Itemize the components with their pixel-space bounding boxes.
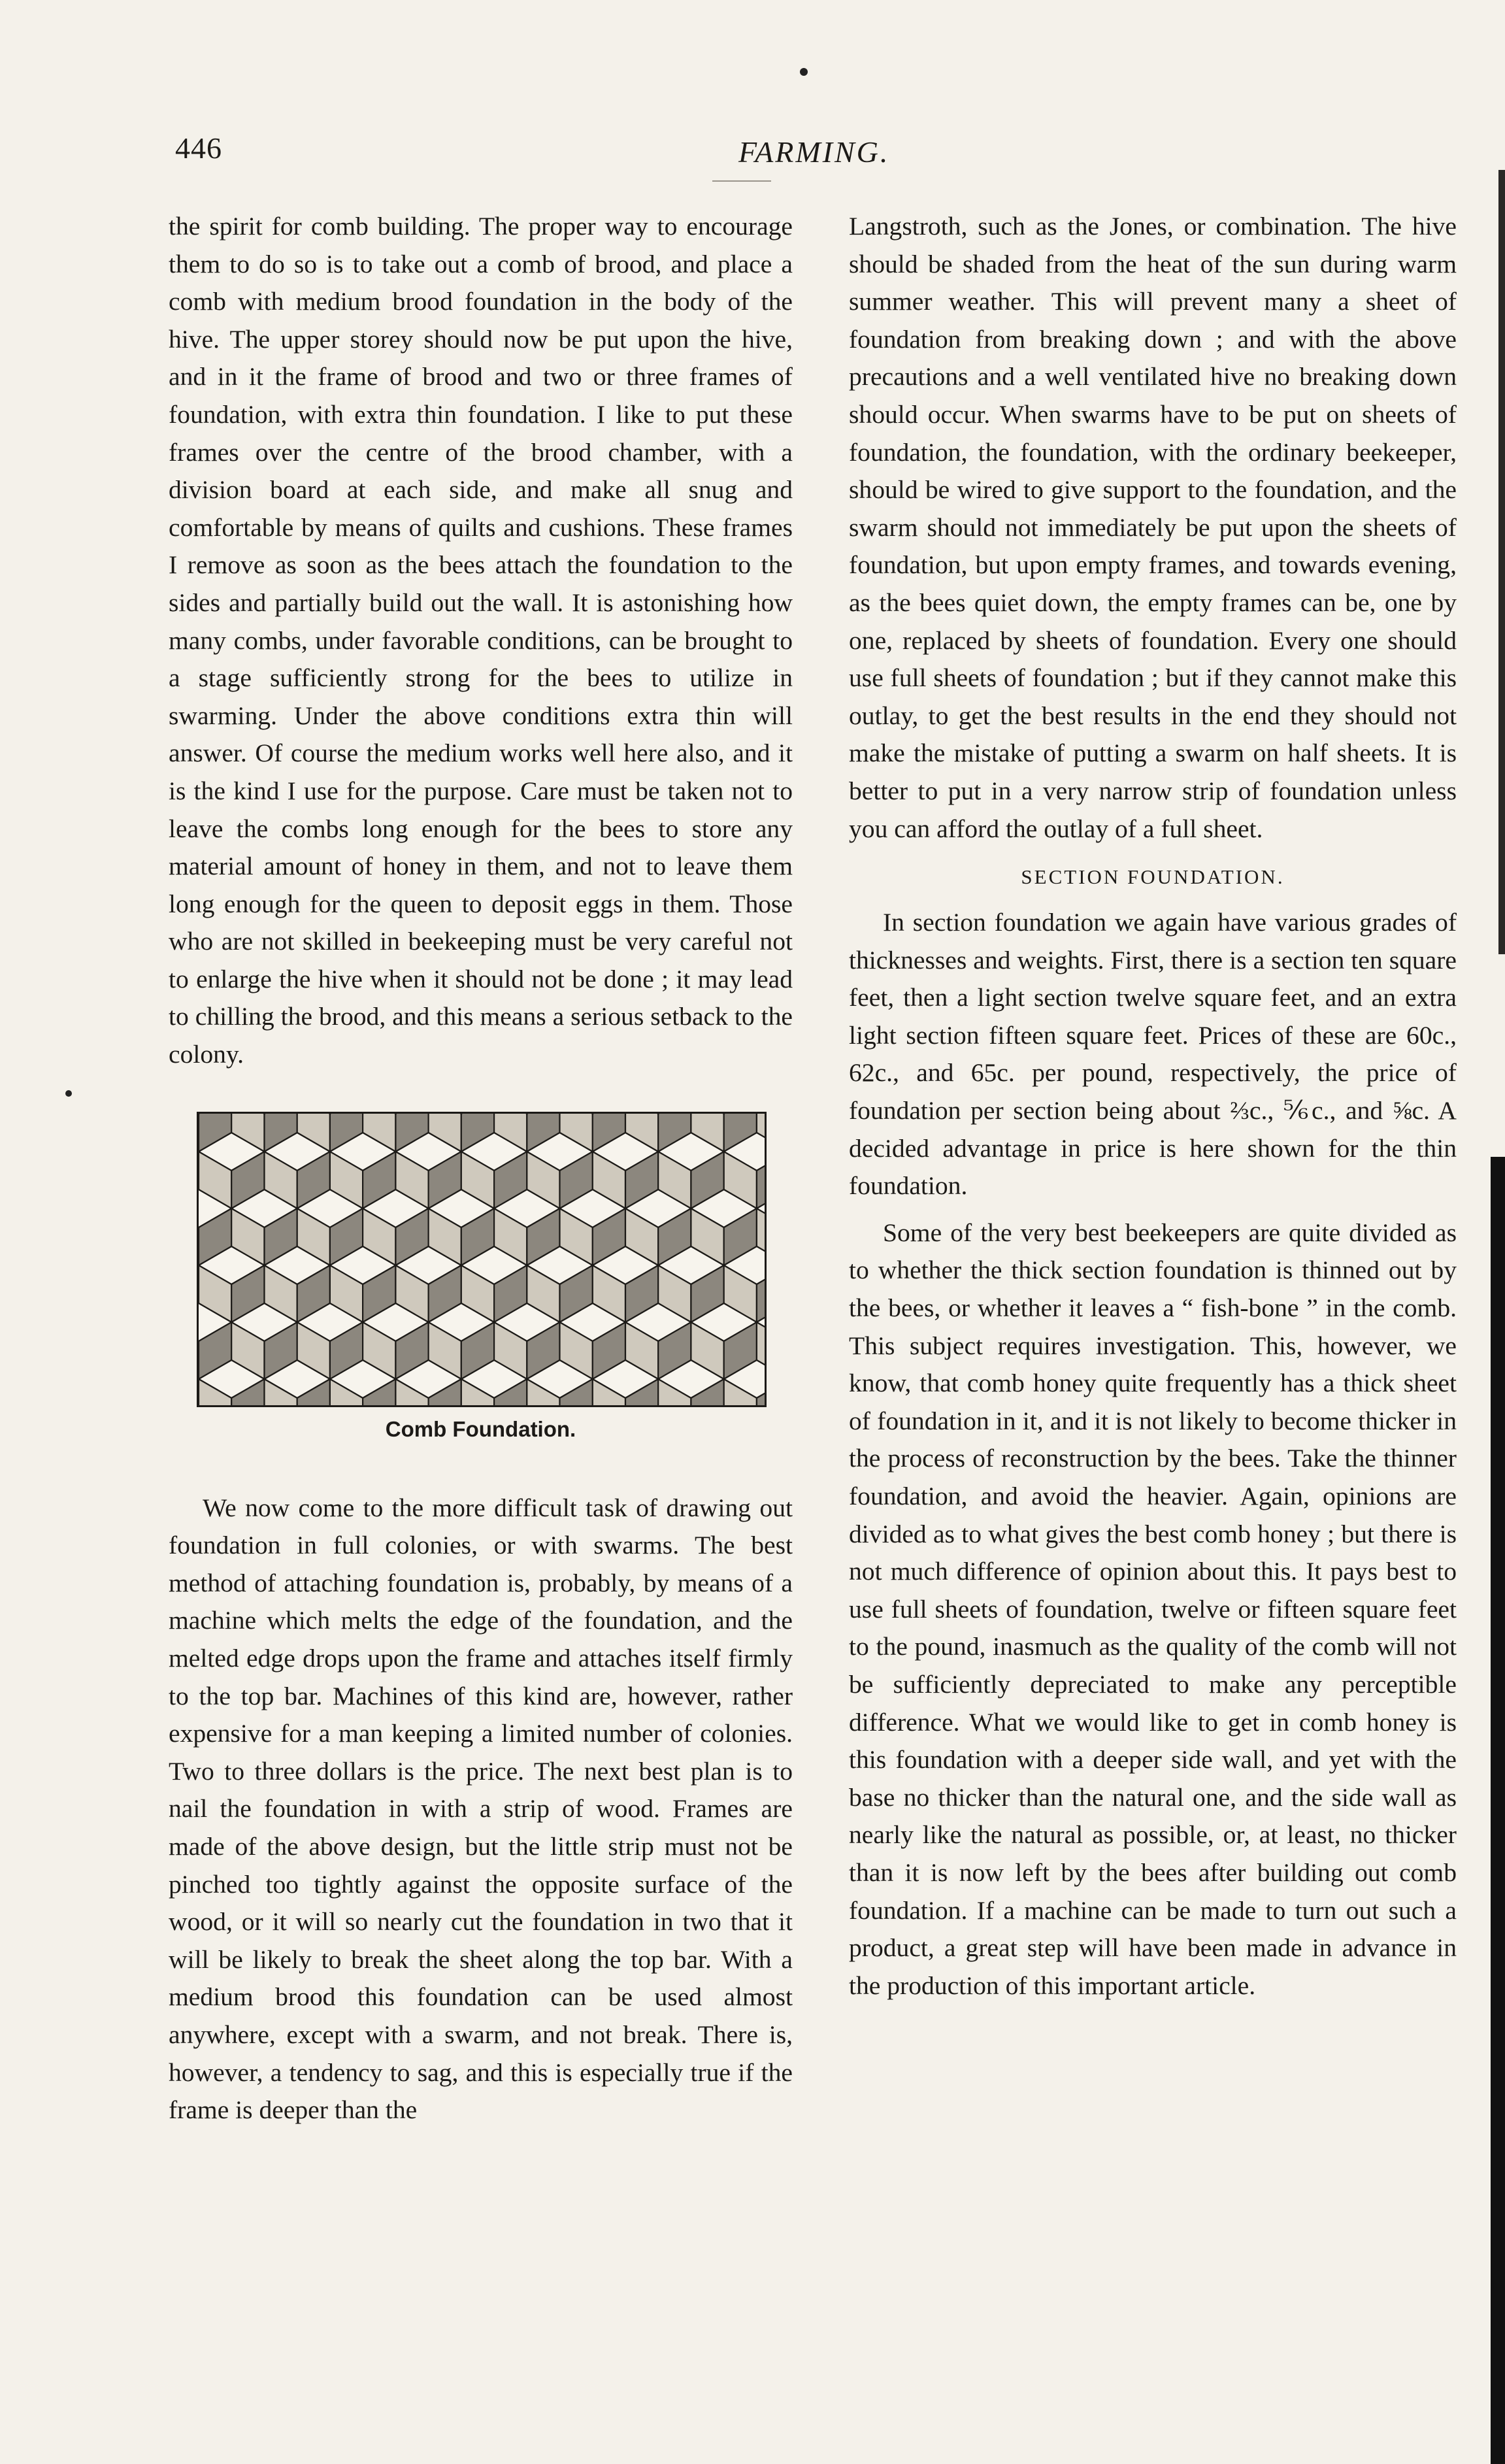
page-edge-shadow	[1498, 170, 1505, 954]
figure-caption: Comb Foundation.	[385, 1416, 576, 1441]
honeycomb-illustration	[199, 1114, 765, 1405]
page-number: 446	[175, 131, 222, 165]
header-rule	[712, 180, 771, 182]
comb-foundation-figure	[197, 1112, 765, 1444]
section-heading: SECTION FOUNDATION.	[1021, 865, 1285, 889]
running-title: FARMING.	[738, 135, 890, 169]
ink-speck	[800, 68, 808, 76]
right-column	[849, 208, 1457, 2005]
left-paragraph-2: We now come to the more difficult task of drawing out foundation in full colonies, or with swarms. The best method of attaching foundation is, probably, by means of a machine which melts the edge of the foundation, and the melted edge drops upon the frame and attaches itself firmly to the top bar. Machines of this kind are, however, rather expensive for a man keeping a limited number of colonies. Two to three dollars is the price. The next best plan is to nail the foundation in with a strip of wood. Frames are made of the above design, but the little strip must not be pinched too tightly against the opposite surface of the wood, or it will so nearly cut the foundation in two that it will be likely to break the sheet along the top bar. With a medium brood this foundation can be used almost anywhere, except with a swarm, and not break. There is, however, a tendency to sag, and this is especially true if the frame is deeper than the	[169, 1493, 793, 2125]
right-paragraph-2: In section foundation we again have various grades of thicknesses and weights. First, there is a section ten square feet, then a light section twelve square feet, and an extra light section fifteen square feet. Prices of these are 60c., 62c., and 65c. per pound, respectively, the price of foundation per section being about ⅔c., ⅚c., and ⅝c. A decided advantage in price is here shown for the thin foundation.	[849, 908, 1457, 1201]
right-paragraph-1: Langstroth, such as the Jones, or combination. The hive should be shaded from the heat of the sun during warm summer weather. This will prevent many a sheet of foundation from breaking down ; and with the above precautions and a well ventilated hive no breaking down should occur. When swarms have to be put on sheets of foundation, the foundation, with the ordinary beekeeper, should be wired to give support to the foundation, and the swarm should not immediately be put upon the sheets of foundation, but upon empty frames, and towards evening, as the bees quiet down, the empty frames can be, one by one, replaced by sheets of foundation. Every one should use full sheets of foundation ; but if they cannot make this outlay, to get the best results in the end they should not make the mistake of putting a swarm on half sheets. It is better to put in a very narrow strip of foundation unless you can afford the outlay of a full sheet.	[849, 212, 1457, 843]
page-edge-binding	[1491, 1157, 1505, 2464]
figure-frame	[197, 1112, 767, 1407]
left-paragraph-1: the spirit for comb building. The proper way to encourage them to do so is to take out a comb of brood, and place a comb with medium brood foundation in the body of the hive. The upper storey should now be put upon the hive, and in it the frame of brood and two or three frames of foundation, with extra thin foundation. I like to put these frames over the centre of the brood chamber, with a division board at each side, and make all snug and comfortable by means of quilts and cushions. These frames I remove as soon as the bees attach the foundation to the sides and partially build out the wall. It is astonishing how many combs, under favorable conditions, can be brought to a stage sufficiently strong for the bees to utilize in swarming. Under the above conditions extra thin will answer. Of course the medium works well here also, and it is the kind I use for the purpose. Care must be taken not to leave the combs long enough for the bees to store any material amount of honey in them, and not to leave them long enough for the queen to deposit eggs in them. Those who are not skilled in beekeeping must be very careful not to enlarge the hive when it should not be done ; it may lead to chilling the brood, and this means a serious setback to the colony.	[169, 212, 793, 1069]
right-paragraph-3: Some of the very best beekeepers are quite divided as to whether the thick section foundation is thinned out by the bees, or whether it leaves a “ fish-bone ” in the comb. This subject requires investigation. This, however, we know, that comb honey quite frequently has a thick sheet of foundation in it, and it is not likely to become thicker in the process of reconstruction by the bees. Take the thinner foundation, and avoid the heavier. Again, opinions are divided as to what gives the best comb honey ; but there is not much difference of opinion about this. It pays best to use full sheets of foundation, twelve or fifteen square feet to the pound, inasmuch as the quality of the comb will not be sufficiently depreciated to make any perceptible difference. What we would like to get in comb honey is this foundation with a deeper side wall, and yet with the base no thicker than the natural one, and the side wall as nearly like the natural as possible, or, at least, no thicker than it is now left by the bees after building out comb foundation. If a machine can be made to turn out such a product, a great step will have been made in advance in the production of this important article.	[849, 1218, 1457, 2000]
left-column	[169, 208, 793, 2129]
ink-speck	[65, 1090, 72, 1097]
